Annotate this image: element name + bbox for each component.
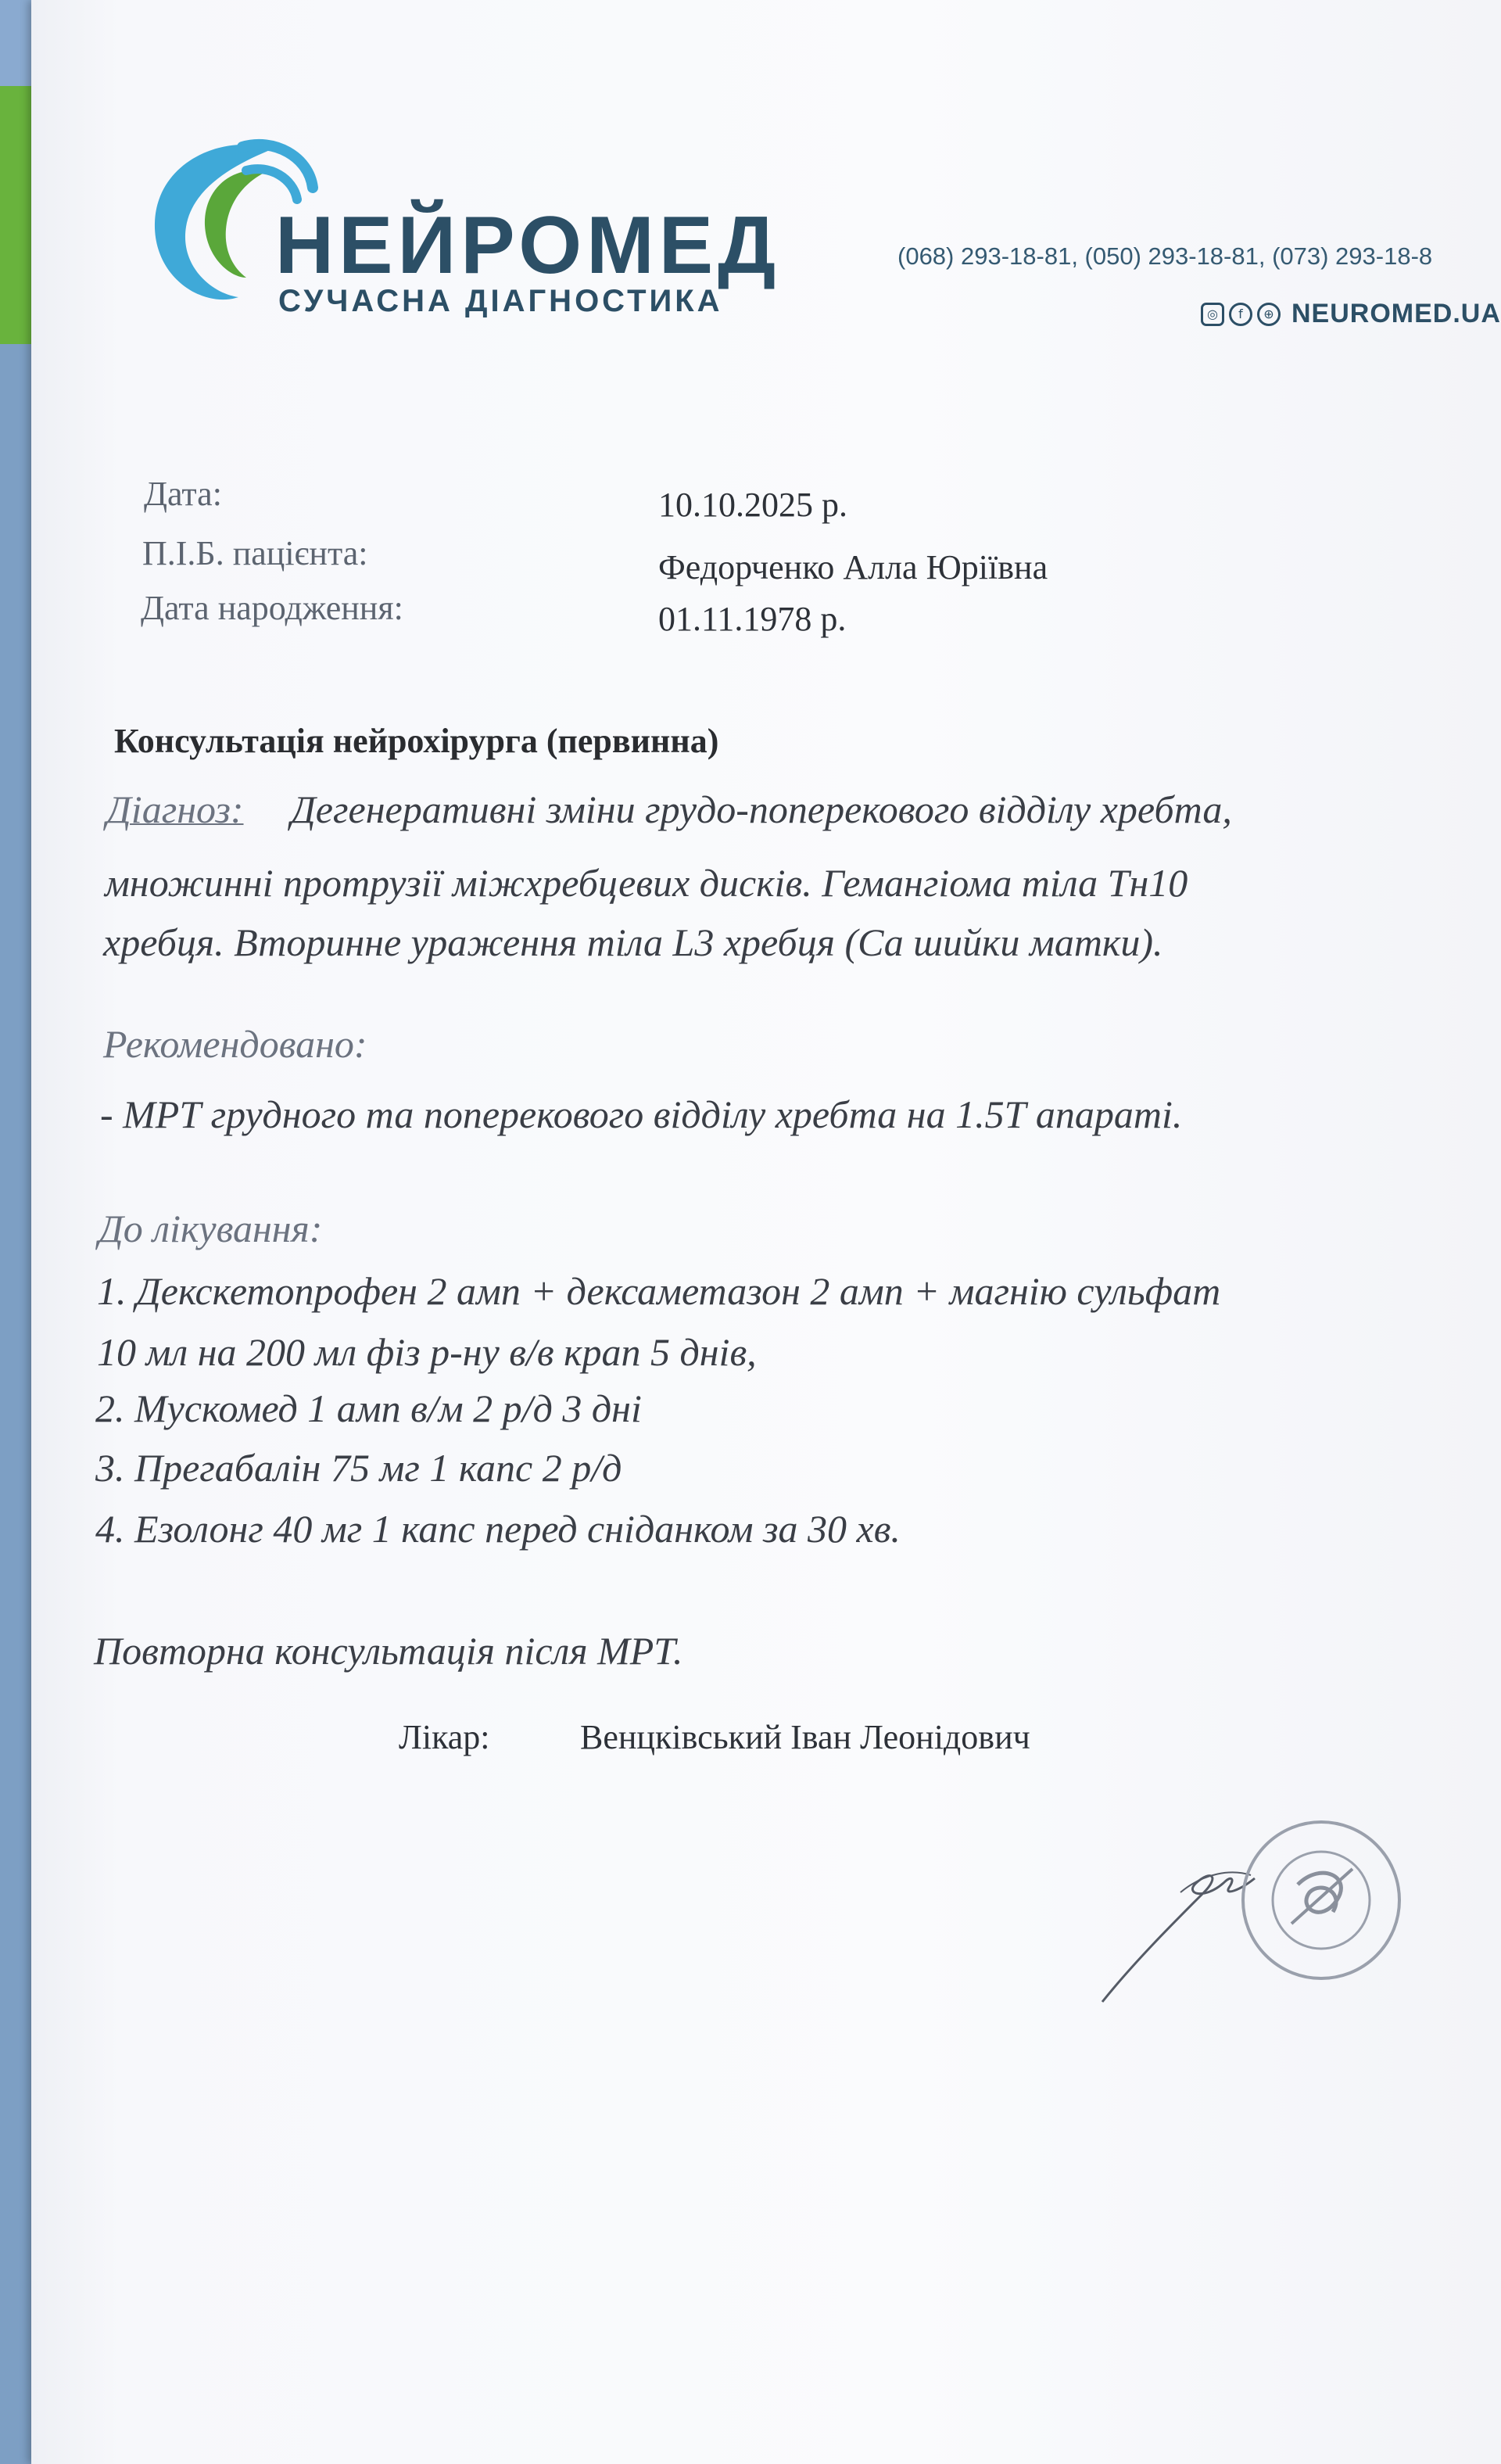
brand-name: НЕЙРОМЕД <box>275 200 781 291</box>
treatment-line-3: 2. Мускомед 1 амп в/м 2 р/д 3 дні <box>95 1386 642 1430</box>
followup-note: Повторна консультація після МРТ. <box>94 1629 683 1673</box>
doctor-name: Венцківський Іван Леонідович <box>580 1718 1030 1756</box>
globe-icon[interactable]: ⊕ <box>1257 303 1281 326</box>
date-label: Дата: <box>144 475 222 513</box>
treatment-line-5: 4. Езолонг 40 мг 1 капс перед сніданком за 30 хв. <box>95 1507 901 1551</box>
instagram-icon[interactable]: ◎ <box>1201 303 1224 326</box>
birth-date-label: Дата народження: <box>141 589 403 627</box>
social-links <box>1201 299 1501 329</box>
recommended-item: - МРТ грудного та поперекового відділу хребта на 1.5Т апараті. <box>100 1092 1183 1136</box>
patient-name-label: П.І.Б. пацієнта: <box>142 534 368 572</box>
treatment-line-1: 1. Декскетопрофен 2 амп + дексаметазон 2 амп + магнію сульфат <box>97 1269 1221 1313</box>
contact-phones: (068) 293-18-81, (050) 293-18-81, (073) 293-18-8 <box>897 242 1433 270</box>
website-link[interactable]: NEUROMED.UA <box>1291 299 1501 328</box>
doctor-stamp-icon <box>1235 1814 1407 1986</box>
treatment-line-4: 3. Прегабалін 75 мг 1 капс 2 р/д <box>95 1446 622 1490</box>
treatment-line-2: 10 мл на 200 мл фіз р-ну в/в крап 5 днів, <box>97 1330 757 1374</box>
diagnosis-label: Діагноз: <box>106 787 244 831</box>
consultation-title: Консультація нейрохірурга (первинна) <box>114 722 719 760</box>
birth-date-value: 01.11.1978 р. <box>658 600 847 638</box>
patient-name-value: Федорченко Алла Юріївна <box>658 548 1048 586</box>
diagnosis-line-1: Дегенеративні зміни грудо-поперекового відділу хребта, <box>291 787 1232 831</box>
doctor-label: Лікар: <box>399 1718 490 1756</box>
brand-tagline: СУЧАСНА ДІАГНОСТИКА <box>278 284 723 318</box>
diagnosis-line-3: хребця. Вторинне ураження тіла L3 хребця (Са шийки матки). <box>103 920 1163 964</box>
date-value: 10.10.2025 р. <box>658 486 847 524</box>
diagnosis-line-2: множинні протрузії міжхребцевих дисків. Гемангіома тіла Тн10 <box>105 861 1188 905</box>
facebook-icon[interactable]: f <box>1229 303 1252 326</box>
recommended-label: Рекомендовано: <box>103 1022 367 1066</box>
treatment-label: До лікування: <box>99 1207 323 1250</box>
